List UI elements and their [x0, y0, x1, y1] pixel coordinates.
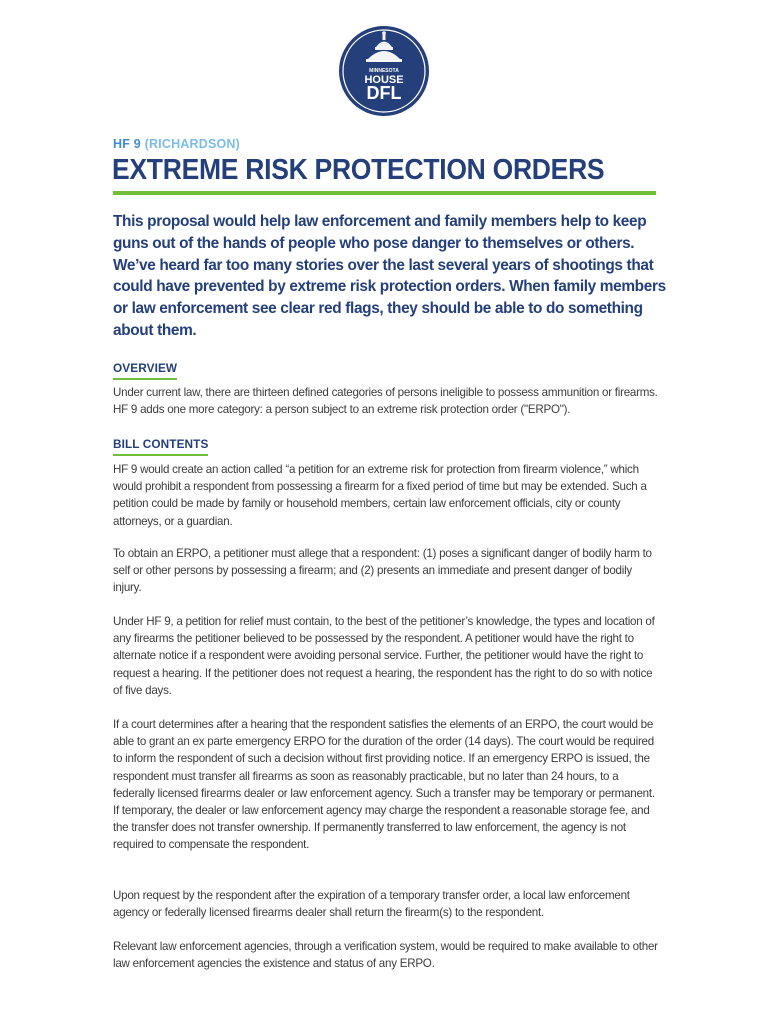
bill-contents-paragraph-3: Under HF 9, a petition for relief must contain, to the best of the petitioner’s knowledge, the types and location of any firearms the petitioner believed to be possessed by the respondent. A petitioner would have the right to alternate notice if a respondent were avoiding personal service. Further, the petitioner would have the right to request a hearing. If the petitioner does not request a hearing, the respondent has the right to do so with notice of five days. [113, 615, 655, 697]
overview-text: Under current law, there are thirteen defined categories of persons ineligible to possess ammunition or firearms. HF 9 adds one more category: a person subject to an extreme risk protection order ("ERPO"). [113, 386, 658, 417]
minnesota-house-dfl-logo [338, 25, 430, 117]
capitol-dome-icon [338, 25, 430, 117]
title-divider [113, 191, 656, 195]
overview-heading: OVERVIEW [113, 361, 178, 375]
page-title: EXTREME RISK PROTECTION ORDERS [112, 154, 605, 186]
bill-contents-heading: BILL CONTENTS [113, 437, 209, 451]
bill-contents-paragraph-5: Upon request by the respondent after the expiration of a temporary transfer order, a local law enforcement agency or federally licensed firearms dealer shall return the firearm(s) to the respondent. [113, 889, 630, 920]
logo-line3: DFL [366, 83, 402, 103]
logo-line1: MINNESOTA [369, 68, 399, 74]
bill-number: HF 9 [113, 137, 141, 151]
lead-paragraph: This proposal would help law enforcement and family members help to keep guns out of the hands of people who pose danger to themselves or others. We’ve heard far too many stories over the last several years of shootings that could have prevented by extreme risk protection orders. When family members or law enforcement see clear red flags, they should be able to do something about them. [113, 213, 666, 339]
logo-line2: HOUSE [364, 74, 404, 86]
bill-contents-paragraph-1: HF 9 would create an action called “a petition for an extreme risk for protection from firearm violence,” which would prohibit a respondent from possessing a firearm for a fixed period of time but may be extended. Such a petition could be made by family or household members, certain law enforcement officials, city or county attorneys, or a guardian. [113, 463, 647, 528]
bill-contents-paragraph-4: If a court determines after a hearing that the respondent satisfies the elements of an ERPO, the court would be able to grant an ex parte emergency ERPO for the duration of the order (14 days). The court would be required to inform the respondent of such a decision without first providing notice. If an emergency ERPO is issued, the respondent must transfer all firearms as soon as reasonably practicable, but no later than 24 hours, to a federally licensed firearms dealer or law enforcement agency. Such a transfer may be temporary or permanent. If temporary, the dealer or law enforcement agency may charge the respondent a reasonable storage fee, and the transfer does not transfer ownership. If permanently transferred to law enforcement, the agency is not required to compensate the respondent. [113, 718, 655, 852]
bill-identifier [113, 137, 240, 151]
bill-sponsor: (RICHARDSON) [144, 137, 241, 151]
bill-contents-paragraph-2: To obtain an ERPO, a petitioner must allege that a respondent: (1) poses a significant danger of bodily harm to self or other persons by possessing a firearm; and (2) presents an immediate and present danger of bodily injury. [113, 547, 652, 595]
bill-contents-paragraph-6: Relevant law enforcement agencies, through a verification system, would be required to make available to other law enforcement agencies the existence and status of any ERPO. [113, 940, 658, 971]
